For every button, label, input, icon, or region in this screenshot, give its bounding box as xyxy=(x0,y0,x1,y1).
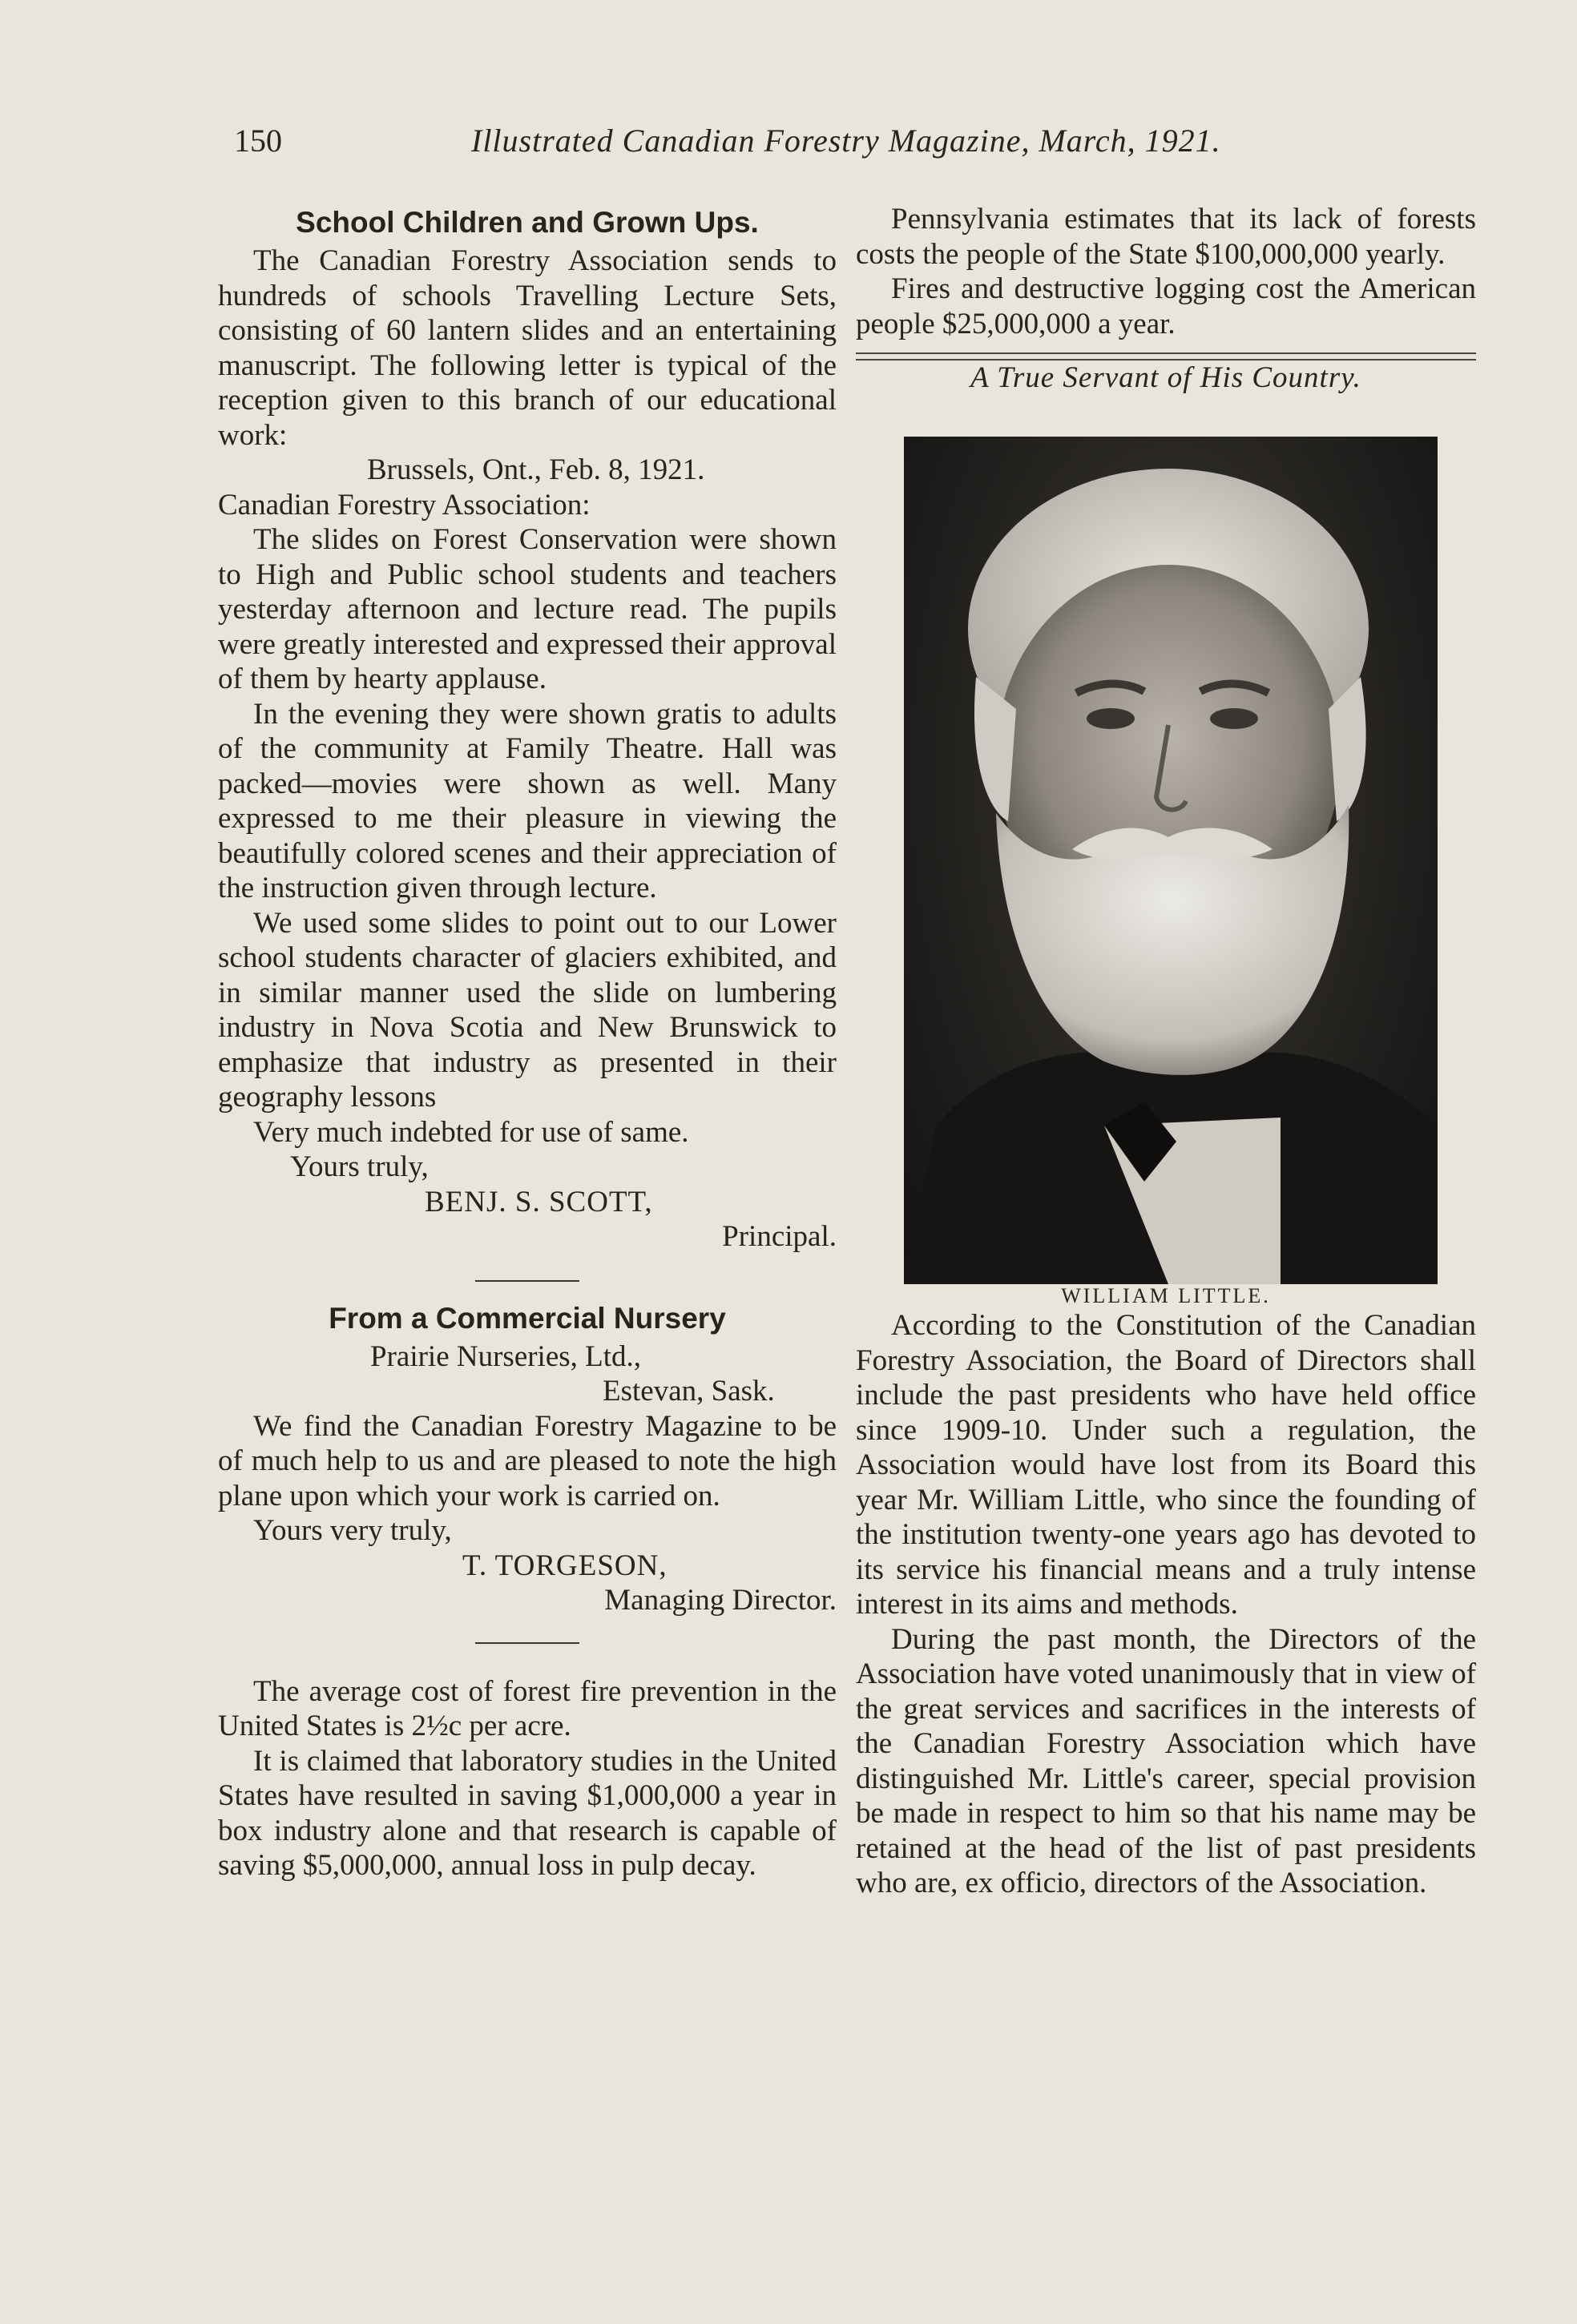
letter-location: Estevan, Sask. xyxy=(603,1375,775,1408)
letter-signature: T. TORGESON, xyxy=(462,1549,668,1582)
letter-closing: Yours truly, xyxy=(290,1150,429,1183)
article-paragraph: According to the Constitution of the Canadian Forestry Association, the Board of Directors shall include the past presidents who have held office since 1909-10. Under such a regulation, the Association would have lost from its Board this year Mr. William Little, who since the founding of the institution twenty-one years ago has devoted to its service his financial means and a truly intense interest in its aims and methods. xyxy=(856,1309,1476,1621)
page-header xyxy=(234,122,1316,170)
note-paragraph: It is claimed that laboratory studies in the United States have resulted in saving $1,000,000 a year in box industry alone and that research is capable of saving $5,000,000, annual loss in pulp decay. xyxy=(218,1744,837,1882)
letter-signature: BENJ. S. SCOTT, xyxy=(425,1185,653,1218)
letter-signature-title: Principal. xyxy=(722,1220,837,1253)
article-title-true-servant: A True Servant of His Country. xyxy=(970,361,1361,394)
article-intro: The Canadian Forestry Association sends to hundreds of schools Travelling Lecture Sets, consisting of 60 lantern slides and an entertaining manuscript. The following letter is typical of the reception given to this branch of our educational work: xyxy=(218,244,837,452)
letter-closing: Very much indebted for use of same. xyxy=(253,1115,689,1149)
page-number: 150 xyxy=(234,123,282,159)
left-column xyxy=(218,202,837,1883)
note-paragraph: Fires and destructive logging cost the American people $25,000,000 a year. xyxy=(856,272,1476,340)
letter-paragraph: In the evening they were shown gratis to adults of the community at Family Theatre. Hall was packed—movies were shown as well. Many expressed to me their pleasure in viewing the beautifully colored scenes and their appreciation of the instruction given through lecture. xyxy=(218,697,837,904)
note-paragraph: Pennsylvania estimates that its lack of forests costs the people of the State $100,000,000 yearly. xyxy=(856,203,1476,271)
letter-paragraph: We used some slides to point out to our Lower school students character of glaciers exhibited, and in similar manner used the slide on lumbering industry in Nova Scotia and New Brunswick to emphasize that industry as presented in their geography lessons xyxy=(218,906,837,1114)
portrait-illustration xyxy=(904,437,1438,1284)
letter-dateline: Brussels, Ont., Feb. 8, 1921. xyxy=(367,453,705,486)
portrait-caption: WILLIAM LITTLE. xyxy=(1061,1284,1271,1307)
letter-salutation: Canadian Forestry Association: xyxy=(218,488,591,522)
note-paragraph: The average cost of forest fire prevention in the United States is 2½c per acre. xyxy=(218,1674,837,1742)
double-rule-divider xyxy=(856,352,1476,360)
article-heading-school-children: School Children and Grown Ups. xyxy=(296,206,759,239)
letter-closing: Yours very truly, xyxy=(253,1514,452,1547)
article-heading-commercial-nursery: From a Commercial Nursery xyxy=(329,1301,726,1335)
letter-paragraph: The slides on Forest Conservation were shown to High and Public school students and teachers yesterday afternoon and lecture read. The pupils were greatly interested and expressed their approval of them by hearty applause. xyxy=(218,523,837,695)
article-paragraph: During the past month, the Directors of the Association have voted unanimously that in view of the great services and sacrifices in the interests of the Canadian Forestry Association which have distinguished Mr. Little's career, special provision be made in respect to him so that his name may be retained at the head of the list of past presidents who are, ex officio, directors of the Association. xyxy=(856,1622,1476,1899)
portrait-photo xyxy=(904,437,1438,1284)
letter-paragraph: We find the Canadian Forestry Magazine to be of much help to us and are pleased to note the high plane upon which your work is carried on. xyxy=(218,1409,837,1512)
running-title: Illustrated Canadian Forestry Magazine, March, 1921. xyxy=(471,123,1221,159)
right-column xyxy=(856,202,1476,1901)
letter-company: Prairie Nurseries, Ltd., xyxy=(370,1339,642,1373)
letter-signature-title: Managing Director. xyxy=(604,1584,837,1617)
